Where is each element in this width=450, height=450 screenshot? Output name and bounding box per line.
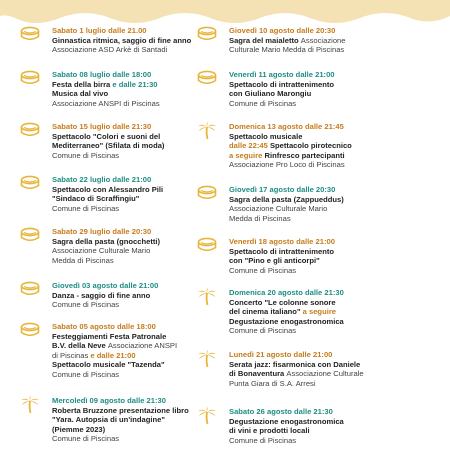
event-text-line <box>52 370 254 380</box>
event-text: Sagra del maialetto <box>229 35 301 45</box>
event-text: Roberta Bruzzone presentazione libro <box>52 405 189 415</box>
event-text-line <box>52 141 254 151</box>
event-text: Concerto "Le colonne sonore <box>229 297 336 307</box>
drum-icon <box>20 322 40 338</box>
event-text-line <box>229 204 431 214</box>
event-text-line <box>229 132 431 142</box>
event-text-line <box>229 426 431 436</box>
event-text-line <box>52 237 254 247</box>
event-date <box>229 407 431 417</box>
event-text: Sagra della pasta (gnocchetti) <box>52 236 161 246</box>
event-date <box>229 185 431 195</box>
drum-icon <box>20 281 40 297</box>
event-date <box>229 350 431 360</box>
event-text: Associazione ANSPI di Piscinas <box>52 98 160 108</box>
event-date <box>52 227 254 237</box>
event-date <box>52 26 254 36</box>
event-text-line <box>52 434 254 444</box>
event-text-line <box>52 45 254 55</box>
event-text: Giovedì 10 agosto dalle 20:30 <box>229 26 336 35</box>
event-text: Comune di Piscinas <box>229 98 297 108</box>
event-text: Degustazione enogastronomica <box>229 416 344 426</box>
event-entry <box>229 288 431 336</box>
event-text: di vini e prodotti locali <box>229 426 310 436</box>
event-text: Comune di Piscinas <box>229 435 297 445</box>
event-text-line <box>229 141 431 151</box>
event-entry <box>229 70 431 108</box>
event-date <box>229 237 431 247</box>
event-text: Musica dal vivo <box>52 89 109 99</box>
event-text: Comune di Piscinas <box>229 265 297 275</box>
event-entry <box>52 396 254 444</box>
event-text-line <box>52 194 254 204</box>
event-text-line <box>229 379 431 389</box>
event-entry <box>229 122 431 170</box>
drum-icon <box>197 26 217 42</box>
event-text: Degustazione enogastronomica <box>229 316 344 326</box>
event-text-line <box>52 425 254 435</box>
event-text-line <box>52 332 254 342</box>
event-text: "Yara. Autopsia di un'indagine" <box>52 415 165 425</box>
event-text-line <box>52 300 254 310</box>
event-text-line <box>229 195 431 205</box>
event-text-line <box>229 317 431 327</box>
event-text-line <box>229 214 431 224</box>
event-text: di Bonaventura <box>229 369 287 379</box>
event-entry <box>52 70 254 108</box>
event-text: Venerdì 18 agosto dalle 21:00 <box>229 237 335 246</box>
event-text-line <box>52 204 254 214</box>
event-text: Lunedì 21 agosto dalle 21:00 <box>229 350 333 359</box>
event-text: del cinema italiano" <box>229 307 303 317</box>
event-text: Comune di Piscinas <box>52 300 120 310</box>
event-text: Spettacolo di intrattenimento <box>229 246 335 256</box>
event-text-line <box>229 89 431 99</box>
event-text: Sabato 08 luglio dalle 18:00 <box>52 70 152 79</box>
palm-icon <box>197 122 217 138</box>
event-text: Spettacolo musicale <box>229 131 303 141</box>
event-text-line <box>229 151 431 161</box>
event-text-line <box>229 298 431 308</box>
event-text: con Giuliano Marongiu <box>229 89 312 99</box>
drum-icon <box>20 26 40 42</box>
event-entry <box>52 26 254 55</box>
event-text: Festa della birra <box>52 79 113 89</box>
event-text: Associazione ASD Arkè di Santadi <box>52 45 168 55</box>
event-text: "Sindaco di Scraffingiu" <box>52 194 140 204</box>
event-date <box>229 122 431 132</box>
event-entry <box>229 185 431 223</box>
event-text-line <box>229 307 431 317</box>
event-text: Danza - saggio di fine anno <box>52 290 151 300</box>
event-text: Punta Giara di S.A. Arresi <box>229 378 316 388</box>
event-text: Sabato 15 luglio dalle 21:30 <box>52 122 152 131</box>
event-text: Associazione Culturale Mario <box>229 204 328 214</box>
drum-icon <box>20 122 40 138</box>
event-text: Spettacolo musicale "Tazenda" <box>52 360 165 370</box>
event-text: Associazione <box>300 35 346 45</box>
event-text: Domenica 20 agosto dalle 21:30 <box>229 288 344 297</box>
event-entry <box>52 281 254 310</box>
event-text-line <box>229 266 431 276</box>
event-text-line <box>52 89 254 99</box>
drum-icon <box>197 185 217 201</box>
event-text: Associazione ANSPI <box>107 341 178 351</box>
event-text: Associazione Culturale <box>286 369 364 379</box>
event-text: Domenica 13 agosto dalle 21:45 <box>229 122 344 131</box>
event-date <box>52 122 254 132</box>
event-text-line <box>52 132 254 142</box>
event-text-line <box>52 99 254 109</box>
event-entry <box>229 407 431 445</box>
event-text: Festeggiamenti Festa Patronale <box>52 331 167 341</box>
event-text-line <box>52 246 254 256</box>
event-text: a seguire <box>229 150 265 160</box>
event-entry <box>229 26 431 55</box>
event-date <box>52 396 254 406</box>
event-text-line <box>52 151 254 161</box>
event-text: Medda di Piscinas <box>52 255 114 265</box>
event-text: Sabato 22 luglio dalle 21:00 <box>52 175 152 184</box>
event-text: (Piemme 2023) <box>52 424 106 434</box>
event-text: Medda di Piscinas <box>229 213 291 223</box>
event-text: Rinfresco partecipanti <box>264 150 345 160</box>
event-text-line <box>52 360 254 370</box>
event-text: Venerdì 11 agosto dalle 21:00 <box>229 70 335 79</box>
drum-icon <box>197 237 217 253</box>
drum-icon <box>20 227 40 243</box>
event-text-line <box>229 360 431 370</box>
event-entry <box>52 322 254 380</box>
event-text: Spettacolo di intrattenimento <box>229 79 335 89</box>
event-text-line <box>52 36 254 46</box>
event-text-line <box>52 291 254 301</box>
event-date <box>52 175 254 185</box>
event-text-line <box>52 351 254 361</box>
event-text: Sabato 05 agosto dalle 18:00 <box>52 322 156 331</box>
event-text: di Piscinas <box>52 350 91 360</box>
event-date <box>52 322 254 332</box>
palm-icon <box>197 288 217 304</box>
event-text-line <box>229 326 431 336</box>
event-text: Giovedì 17 agosto dalle 20:30 <box>229 185 336 194</box>
event-text: Culturale Mario Medda di Piscinas <box>229 45 345 55</box>
event-text-line <box>229 80 431 90</box>
event-text: Ginnastica ritmica, saggio di fine anno <box>52 35 192 45</box>
event-text: Spettacolo "Colori e suoni del <box>52 131 161 141</box>
event-text-line <box>229 99 431 109</box>
event-date <box>229 70 431 80</box>
event-text: Sabato 29 luglio dalle 20:30 <box>52 227 152 236</box>
palm-icon <box>197 407 217 423</box>
event-text: Comune di Piscinas <box>52 369 120 379</box>
event-text: Mediterraneo" (Sfilata di moda) <box>52 141 165 151</box>
event-text-line <box>229 436 431 446</box>
drum-icon <box>20 70 40 86</box>
drum-icon <box>197 70 217 86</box>
event-text-line <box>229 417 431 427</box>
event-text: Giovedì 03 agosto dalle 21:00 <box>52 281 159 290</box>
event-text: Spettacolo con Alessandro Pili <box>52 184 164 194</box>
event-text-line <box>52 341 254 351</box>
event-date <box>52 281 254 291</box>
event-date <box>229 26 431 36</box>
drum-icon <box>20 175 40 191</box>
palm-icon <box>20 396 40 412</box>
event-entry <box>52 227 254 265</box>
event-text-line <box>229 247 431 257</box>
palm-icon <box>197 350 217 366</box>
event-text-line <box>229 160 431 170</box>
event-text-line <box>229 45 431 55</box>
event-text-line <box>52 80 254 90</box>
event-entry <box>52 122 254 160</box>
event-text: Comune di Piscinas <box>52 203 120 213</box>
event-entry <box>52 175 254 213</box>
event-entry <box>229 350 431 388</box>
event-entry <box>229 237 431 275</box>
event-text: Serata jazz: fisarmonica con Daniele <box>229 359 361 369</box>
event-text: con "Pino e gli anticorpi" <box>229 256 320 266</box>
event-text: Comune di Piscinas <box>52 434 120 444</box>
event-text: Comune di Piscinas <box>229 326 297 336</box>
event-text: Associazione Pro Loco di Piscinas <box>229 160 345 170</box>
event-text: Sabato 26 agosto dalle 21:30 <box>229 407 333 416</box>
event-text: B.V. della Neve <box>52 341 108 351</box>
event-text-line <box>229 369 431 379</box>
event-text-line <box>52 185 254 195</box>
event-text: Sabato 1 luglio dalle 21.00 <box>52 26 147 35</box>
event-text: Mercoledì 09 agosto dalle 21:30 <box>52 396 166 405</box>
event-date <box>229 288 431 298</box>
event-text: Comune di Piscinas <box>52 150 120 160</box>
event-text: Associazione Culturale Mario <box>52 246 151 256</box>
event-text: a seguire <box>302 307 337 317</box>
event-text: e dalle 21:30 <box>112 79 158 89</box>
event-text: Spettacolo pirotecnico <box>269 141 352 151</box>
event-text-line <box>52 256 254 266</box>
event-text-line <box>52 415 254 425</box>
event-text: e dalle 21:00 <box>90 350 136 360</box>
event-text: Sagra della pasta (Zappueddus) <box>229 194 344 204</box>
event-text-line <box>229 256 431 266</box>
event-text-line <box>52 406 254 416</box>
event-date <box>52 70 254 80</box>
event-text-line <box>229 36 431 46</box>
event-text: dalle 22:45 <box>229 141 270 151</box>
